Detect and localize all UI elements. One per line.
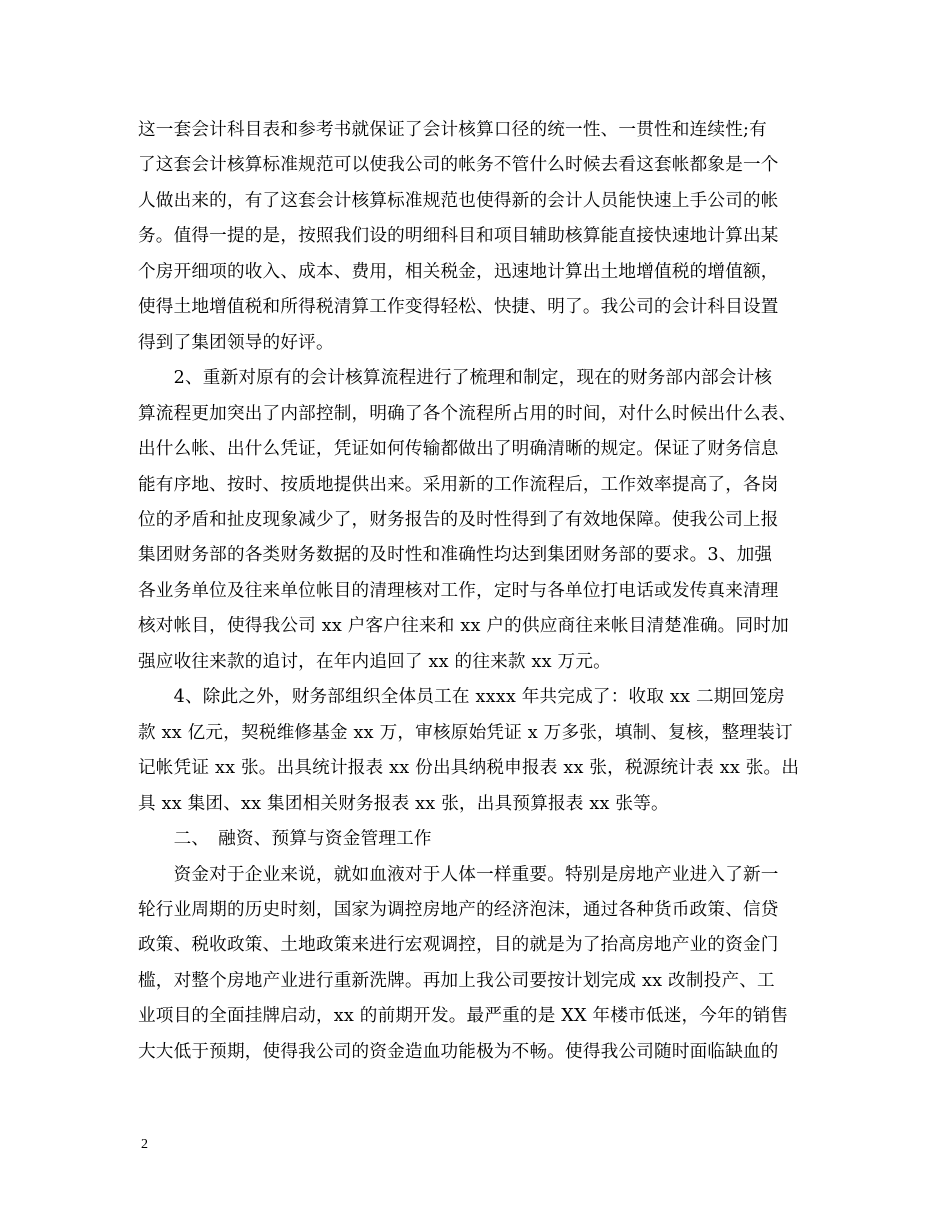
text-line: 4、除此之外，财务部组织全体员工在 xxxx 年共完成了：收取 xx 二期回笼房 [138,687,785,708]
text-line: 大大低于预期，使得我公司的资金造血功能极为不畅。使得我公司随时面临缺血的 [138,1041,779,1062]
text-line: 2、重新对原有的会计核算流程进行了梳理和制定，现在的财务部内部会计核 [138,368,773,389]
text-line: 资金对于企业来说，就如血液对于人体一样重要。特别是房地产业进入了新一 [138,864,779,885]
page-number: 2 [141,1137,148,1152]
text-line: 轮行业周期的历史时刻，国家为调控房地产的经济泡沫，通过各种货币政策、信贷 [138,899,779,920]
text-line: 槛，对整个房地产业进行重新洗牌。再加上我公司要按计划完成 xx 改制投产、工 [138,970,775,991]
text-line: 记帐凭证 xx 张。出具统计报表 xx 份出具纳税申报表 xx 张，税源统计表 xx 张。出 [138,758,800,779]
text-line: 出什么帐、出什么凭证，凭证如何传输都做出了明确清晰的规定。保证了财务信息 [138,439,779,460]
text-line: 二、 融资、预算与资金管理工作 [138,829,432,849]
text-line: 人做出来的，有了这套会计核算标准规范也使得新的会计人员能快速上手公司的帐 [138,190,779,211]
text-line: 了这套会计核算标准规范可以使我公司的帐务不管什么时候去看这套帐都象是一个 [138,155,779,176]
text-line: 算流程更加突出了内部控制，明确了各个流程所占用的时间，对什么时候出什么表、 [138,403,797,424]
text-line: 位的矛盾和扯皮现象减少了，财务报告的及时性得到了有效地保障。使我公司上报 [138,510,779,530]
text-line: 各业务单位及往来单位帐目的清理核对工作，定时与各单位打电话或发传真来清理 [138,580,779,601]
text-line: 款 xx 亿元，契税维修基金 xx 万，审核原始凭证 x 万多张，填制、复核，整理装订 [138,722,793,743]
text-line: 业项目的全面挂牌启动，xx 的前期开发。最严重的是 XX 年楼市低迷，今年的销售 [138,1006,789,1027]
text-line: 这一套会计科目表和参考书就保证了会计核算口径的统一性、一贯性和连续性;有 [138,120,767,140]
text-line: 务。值得一提的是，按照我们设的明细科目和项目辅助核算能直接快速地计算出某 [138,226,779,247]
text-line: 核对帐目，使得我公司 xx 户客户往来和 xx 户的供应商往来帐目清楚准确。同时加 [138,616,789,637]
text-line: 强应收往来款的追讨，在年内追回了 xx 的往来款 xx 万元。 [138,651,611,672]
text-line: 集团财务部的各类财务数据的及时性和准确性均达到集团财务部的要求。3、加强 [138,545,773,566]
text-line: 具 xx 集团、xx 集团相关财务报表 xx 张，出具预算报表 xx 张等。 [138,793,669,814]
text-line: 使得土地增值税和所得税清算工作变得轻松、快捷、明了。我公司的会计科目设置 [138,297,779,318]
text-line: 得到了集团领导的好评。 [138,332,334,353]
text-line: 能有序地、按时、按质地提供出来。采用新的工作流程后，工作效率提高了，各岗 [138,474,779,495]
text-line: 个房开细项的收入、成本、费用，相关税金，迅速地计算出土地增值税的增值额， [138,261,779,282]
text-line: 政策、税收政策、土地政策来进行宏观调控，目的就是为了抬高房地产业的资金门 [138,935,779,956]
